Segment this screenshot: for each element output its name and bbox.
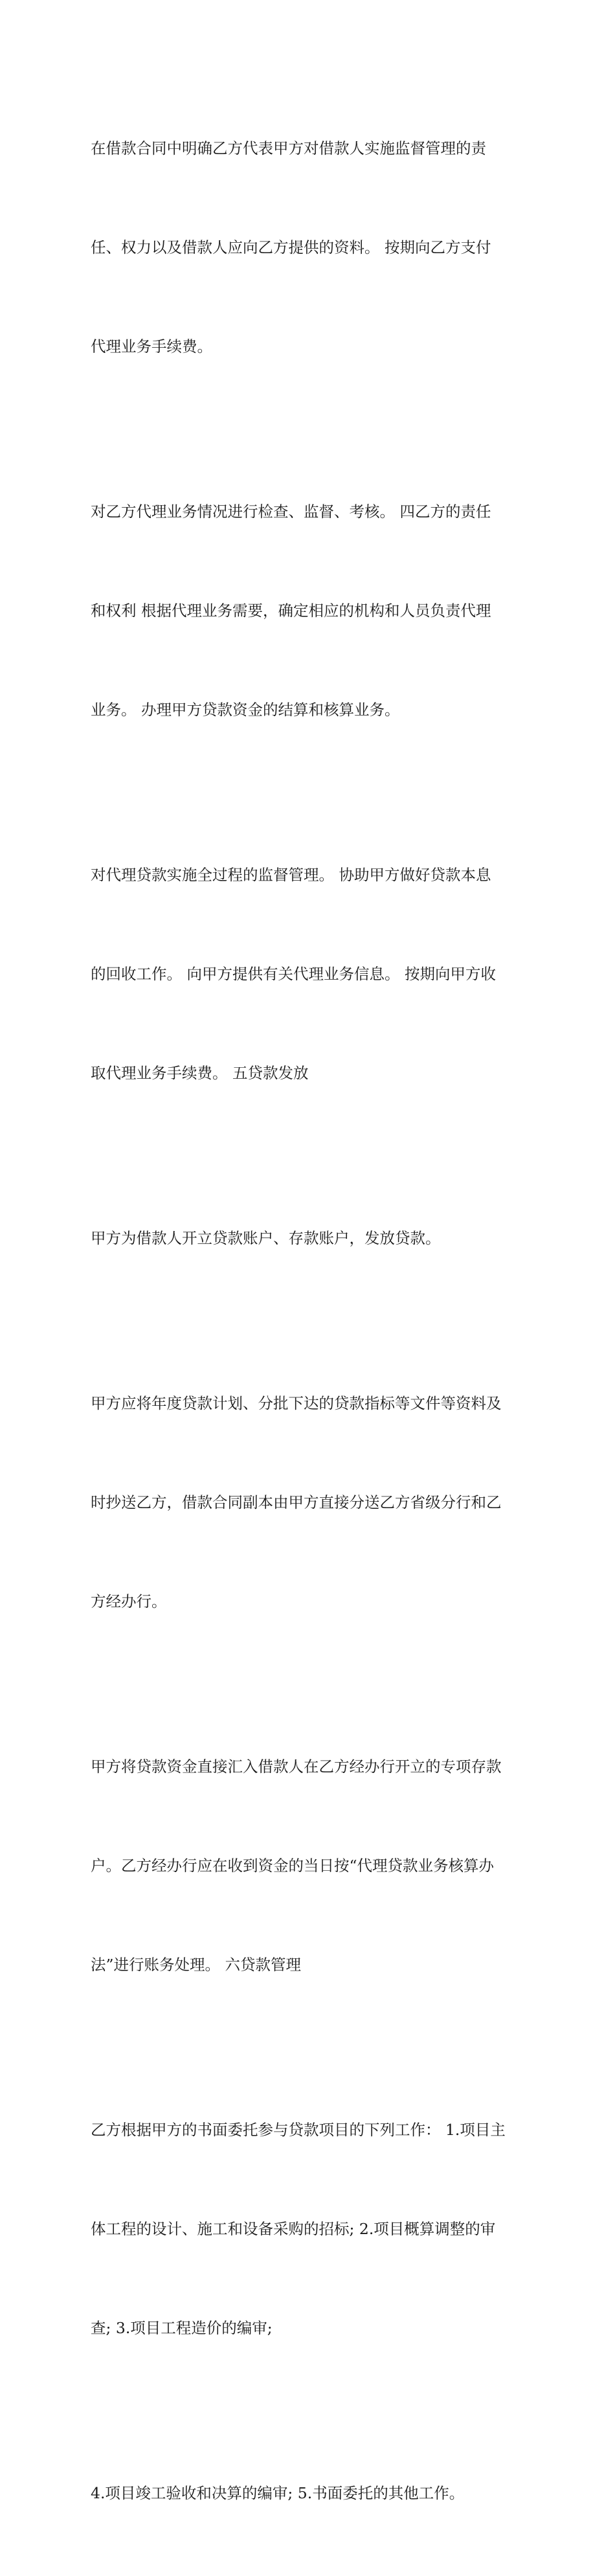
text-line: 甲方应将年度贷款计划、分批下达的贷款指标等文件等资料及 [91, 1394, 502, 1412]
paragraph-3 [91, 793, 531, 1156]
text-line: 在借款合同中明确乙方代表甲方对借款人实施监督管理的责 [91, 139, 486, 157]
paragraph-4 [91, 1156, 531, 1321]
paragraph-5 [91, 1321, 531, 1684]
text-line: 代理业务手续费。 [91, 337, 212, 356]
text-line: 4.项目竣工验收和决算的编审; 5.书面委托的其他工作。 [91, 2484, 465, 2502]
text-line: 任、权力以及借款人应向乙方提供的资料。 按期向乙方支付 [91, 238, 491, 256]
text-line: 的回收工作。 向甲方提供有关代理业务信息。 按期向甲方收 [91, 965, 496, 983]
text-line: 时抄送乙方，借款合同副本由甲方直接分送乙方省级分行和乙 [91, 1493, 502, 1511]
text-line: 乙方根据甲方的书面委托参与贷款项目的下列工作： 1.项目主 [91, 2121, 506, 2139]
text-line: 取代理业务手续费。 五贷款发放 [91, 1064, 309, 1082]
text-line: 对乙方代理业务情况进行检查、监督、考核。 四乙方的责任 [91, 503, 491, 521]
text-line: 查; 3.项目工程造价的编审; [91, 2319, 273, 2337]
paragraph-6 [91, 1684, 531, 2048]
text-line: 和权利 根据代理业务需要，确定相应的机构和人员负责代理 [91, 602, 491, 620]
text-line: 方经办行。 [91, 1592, 167, 1610]
paragraph-2 [91, 429, 531, 793]
text-line: 甲方将贷款资金直接汇入借款人在乙方经办行开立的专项存款 [91, 1757, 502, 1776]
text-line: 甲方为借款人开立贷款账户、存款账户，发放贷款。 [91, 1229, 441, 1247]
paragraph-7 [91, 2048, 531, 2411]
text-line: 户。乙方经办行应在收到资金的当日按“代理贷款业务核算办 [91, 1857, 495, 1875]
paragraph-8 [91, 2411, 531, 2576]
paragraph-1 [91, 66, 531, 429]
text-line: 体工程的设计、施工和设备采购的招标; 2.项目概算调整的审 [91, 2220, 496, 2238]
text-line: 对代理贷款实施全过程的监督管理。 协助甲方做好贷款本息 [91, 866, 491, 884]
text-line: 业务。 办理甲方贷款资金的结算和核算业务。 [91, 701, 400, 719]
text-line: 法”进行账务处理。 六贷款管理 [91, 1956, 301, 1974]
document-body [91, 66, 531, 2576]
